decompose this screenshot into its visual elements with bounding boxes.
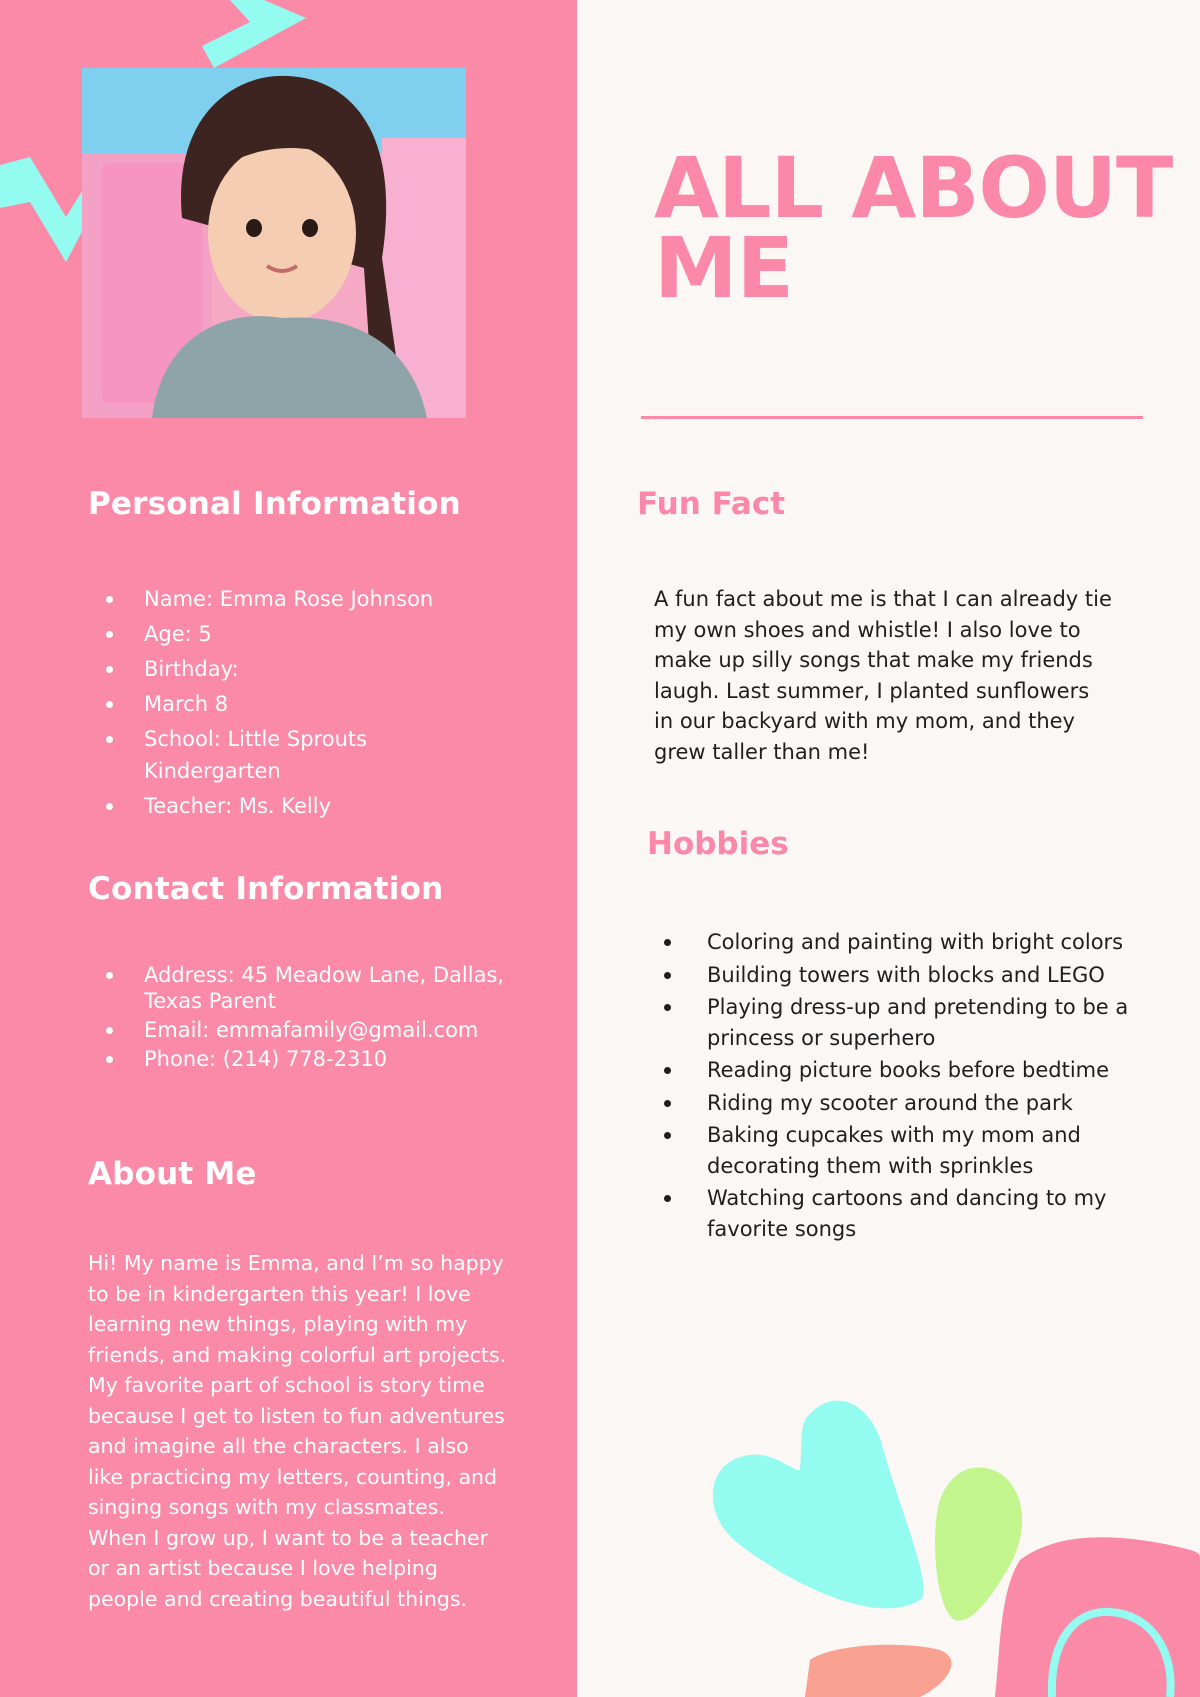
personal-info-heading: Personal Information xyxy=(88,486,461,522)
contact-info-heading: Contact Information xyxy=(88,871,444,907)
list-item: School: Little Sprouts Kindergarten xyxy=(88,723,508,787)
list-item: Age: 5 xyxy=(88,618,508,650)
zigzag-left xyxy=(0,157,84,262)
list-item: Building towers with blocks and LEGO xyxy=(654,960,1144,991)
list-item: Address: 45 Meadow Lane, Dallas, Texas Parent xyxy=(88,962,508,1014)
hobbies-list xyxy=(654,927,1144,1246)
list-item: Phone: (214) 778-2310 xyxy=(88,1046,508,1072)
child-photo xyxy=(82,68,466,418)
hobbies-heading: Hobbies xyxy=(647,826,789,862)
aqua-heart-blob xyxy=(713,1401,924,1609)
fun-fact-heading: Fun Fact xyxy=(637,486,786,522)
list-item: Birthday: xyxy=(88,653,508,685)
aqua-ring-line xyxy=(1052,1612,1171,1697)
list-item: March 8 xyxy=(88,688,508,720)
left-panel xyxy=(0,0,577,1697)
list-item: Reading picture books before bedtime xyxy=(654,1055,1144,1086)
pink-corner-blob xyxy=(995,1537,1200,1697)
list-item: Coloring and painting with bright colors xyxy=(654,927,1144,958)
about-me-heading: About Me xyxy=(88,1156,257,1192)
zigzag-top xyxy=(202,0,306,68)
list-item: Watching cartoons and dancing to my favorite songs xyxy=(654,1183,1144,1244)
list-item: Playing dress-up and pretending to be a princess or superhero xyxy=(654,992,1144,1053)
contact-info-list xyxy=(88,962,508,1075)
list-item: Email: emmafamily@gmail.com xyxy=(88,1017,508,1043)
list-item: Baking cupcakes with my mom and decorating them with sprinkles xyxy=(654,1120,1144,1181)
fun-fact-text: A fun fact about me is that I can already tie my own shoes and whistle! I also love to make up silly songs that make my friends laugh. Last summer, I planted sunflowers in our backyard with my mom, and they grew taller than me! xyxy=(654,587,1112,764)
page-title: ALL ABOUT ME xyxy=(654,139,1173,317)
list-item: Name: Emma Rose Johnson xyxy=(88,583,508,615)
title-divider xyxy=(641,416,1143,419)
list-item: Teacher: Ms. Kelly xyxy=(88,790,508,822)
lime-leaf-blob xyxy=(935,1467,1022,1620)
salmon-blob xyxy=(805,1645,951,1697)
personal-info-list xyxy=(88,583,508,825)
about-me-text: Hi! My name is Emma, and I’m so happy to be in kindergarten this year! I love learning new things, playing with my friends, and making colorful art projects. My favorite part of school is story time because I get to listen to fun adventures and imagine all the characters. I also like practicing my letters, counting, and singing songs with my classmates. When I grow up, I want to be a teacher or an artist because I love helping people and creating beautiful things. xyxy=(88,1251,507,1611)
list-item: Riding my scooter around the park xyxy=(654,1088,1144,1119)
